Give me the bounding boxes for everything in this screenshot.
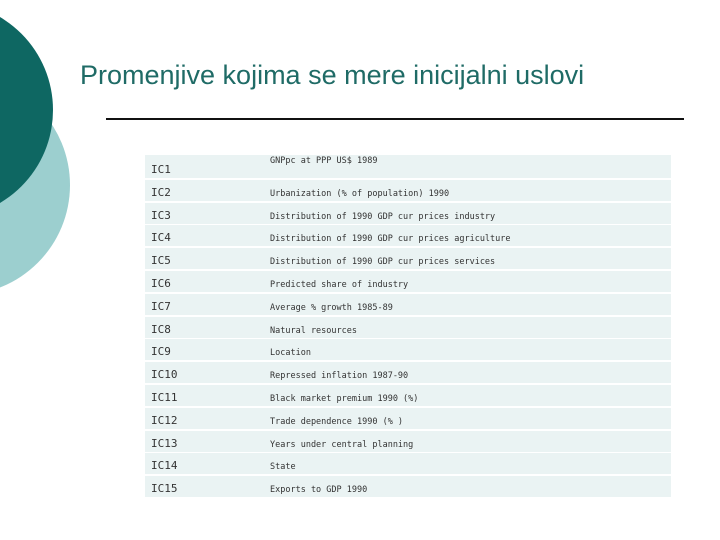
table-row: [145, 431, 671, 452]
variable-description: Distribution of 1990 GDP cur prices industry: [270, 211, 496, 222]
variable-description: Exports to GDP 1990: [270, 485, 368, 496]
slide-title: Promenjive kojima se mere inicijalni uslovi: [80, 60, 585, 90]
table-row: [145, 180, 671, 201]
variable-description: Predicted share of industry: [270, 279, 409, 290]
variable-description: Average % growth 1985-89: [270, 302, 393, 313]
variable-description: Location: [270, 348, 311, 359]
variable-code: IC10: [151, 368, 178, 382]
variable-description: State: [270, 462, 296, 473]
variable-code: IC8: [151, 322, 171, 336]
variable-code: IC9: [151, 345, 171, 359]
title-underline: [106, 118, 684, 120]
decorative-circles: [0, 0, 90, 300]
variable-code: IC4: [151, 231, 171, 245]
variable-description: Distribution of 1990 GDP cur prices agriculture: [270, 234, 511, 245]
table-row: [145, 385, 671, 406]
table-row: [145, 271, 671, 292]
variables-table: [145, 155, 671, 499]
table-row: [145, 362, 671, 383]
variable-description: Natural resources: [270, 325, 357, 336]
variable-description: Black market premium 1990 (%): [270, 393, 419, 404]
variable-code: IC6: [151, 276, 171, 290]
table-row: [145, 294, 671, 315]
variable-description: Repressed inflation 1987-90: [270, 371, 409, 382]
variable-code: IC7: [151, 299, 171, 313]
variable-code: IC2: [151, 185, 171, 199]
variable-description: Years under central planning: [270, 439, 414, 450]
variable-code: IC5: [151, 254, 171, 268]
table-row: [145, 476, 671, 497]
table-row: [145, 408, 671, 429]
variable-code: IC3: [151, 208, 171, 222]
variable-code: IC12: [151, 413, 178, 427]
variable-description: Urbanization (% of population) 1990: [270, 188, 450, 199]
variable-code: IC1: [151, 163, 171, 176]
table-row: [145, 339, 671, 360]
variable-description: Distribution of 1990 GDP cur prices services: [270, 257, 496, 268]
variable-code: IC13: [151, 436, 178, 450]
table-row: [145, 155, 671, 178]
table-row: [145, 225, 671, 246]
variable-code: IC11: [151, 390, 178, 404]
variable-description: Trade dependence 1990 (% ): [270, 416, 404, 427]
table-row: [145, 203, 671, 224]
variable-code: IC15: [151, 482, 178, 496]
variable-description: GNPpc at PPP US$ 1989: [270, 156, 378, 166]
table-row: [145, 248, 671, 269]
table-row: [145, 453, 671, 474]
table-row: [145, 317, 671, 338]
variable-code: IC14: [151, 459, 178, 473]
